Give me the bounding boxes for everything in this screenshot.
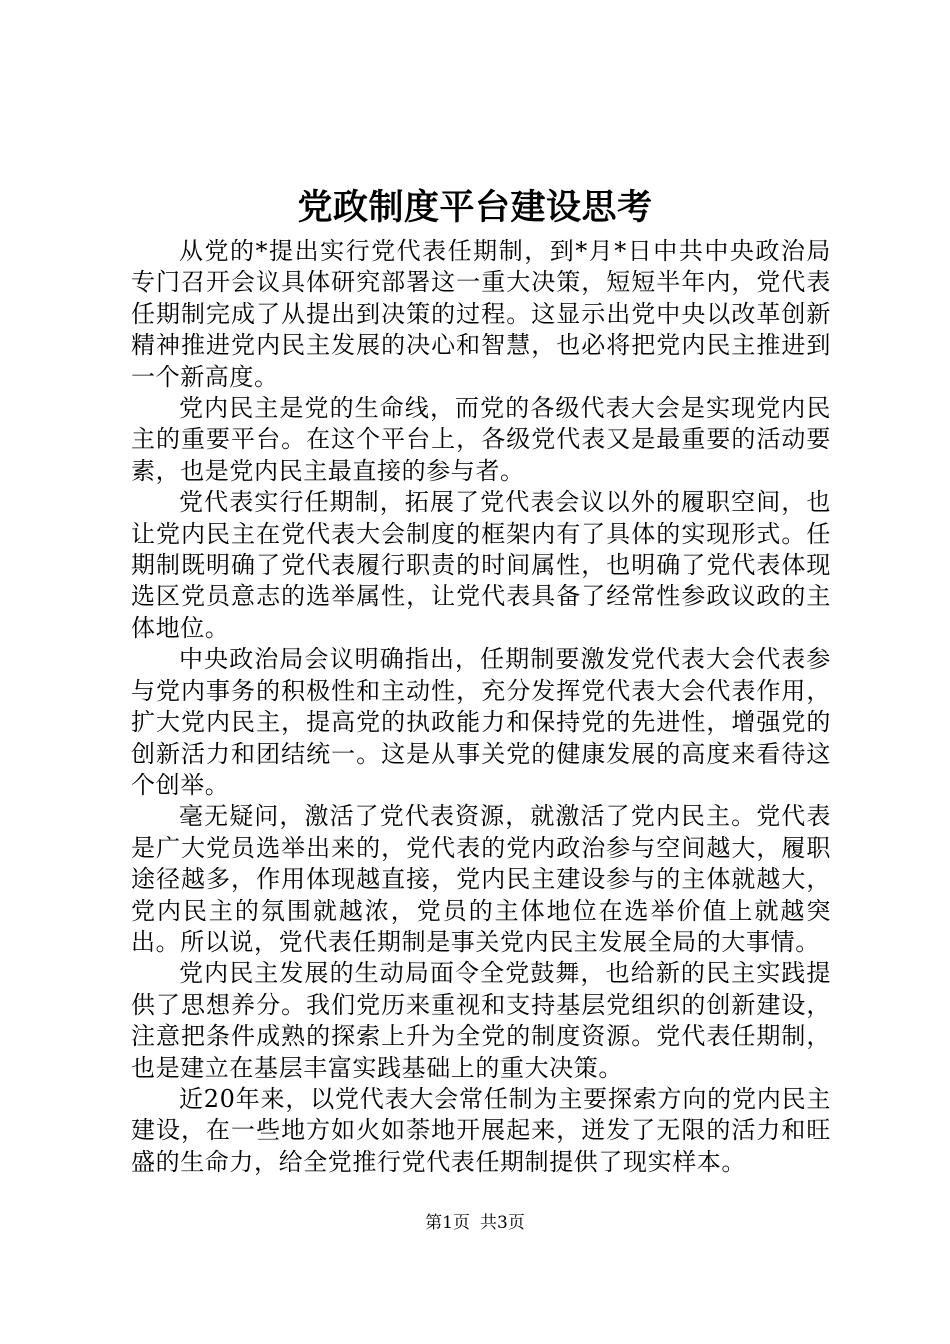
paragraph-5: 毫无疑问，激活了党代表资源，就激活了党内民主。党代表是广大党员选举出来的，党代表的党内政治参与空间越大，履职途径越多，作用体现越直接，党内民主建设参与的主体就越大，党内民主的氛围就越浓，党员的主体地位在选举价值上就越突出。所以说，党代表任期制是事关党内民主发展全局的大事情。 [131, 802, 831, 956]
paragraph-1: 从党的*提出实行党代表任期制，到*月*日中共中央政治局专门召开会议具体研究部署这一重大决策，短短半年内，党代表任期制完成了从提出到决策的过程。这显示出党中央以改革创新精神推进党内民主发展的决心和智慧，也必将把党内民主推进到一个新高度。 [131, 237, 831, 391]
page-total: 共3页 [480, 1213, 525, 1233]
document-title: 党政制度平台建设思考 [297, 188, 653, 228]
paragraph-6: 党内民主发展的生动局面令全党鼓舞，也给新的民主实践提供了思想养分。我们党历来重视和支持基层党组织的创新建设，注意把条件成熟的探索上升为全党的制度资源。党代表任期制，也是建立在基层丰富实践基础上的重大决策。 [131, 959, 831, 1082]
paragraph-7: 近20年来，以党代表大会常任制为主要探索方向的党内民主建设，在一些地方如火如荼地开展起来，迸发了无限的活力和旺盛的生命力，给全党推行党代表任期制提供了现实样本。 [131, 1084, 831, 1176]
paragraph-3: 党代表实行任期制，拓展了党代表会议以外的履职空间，也让党内民主在党代表大会制度的框架内有了具体的实现形式。任期制既明确了党代表履行职责的时间属性，也明确了党代表体现选区党员意志的选举属性，让党代表具备了经常性参政议政的主体地位。 [131, 488, 831, 642]
page-footer [0, 1211, 950, 1235]
page-number: 第1页 [425, 1213, 470, 1233]
document-body [131, 236, 831, 1178]
paragraph-4: 中央政治局会议明确指出，任期制要激发党代表大会代表参与党内事务的积极性和主动性，充分发挥党代表大会代表作用，扩大党内民主，提高党的执政能力和保持党的先进性，增强党的创新活力和团结统一。这是从事关党的健康发展的高度来看待这个创举。 [131, 645, 831, 799]
paragraph-2: 党内民主是党的生命线，而党的各级代表大会是实现党内民主的重要平台。在这个平台上，各级党代表又是最重要的活动要素，也是党内民主最直接的参与者。 [131, 394, 831, 485]
